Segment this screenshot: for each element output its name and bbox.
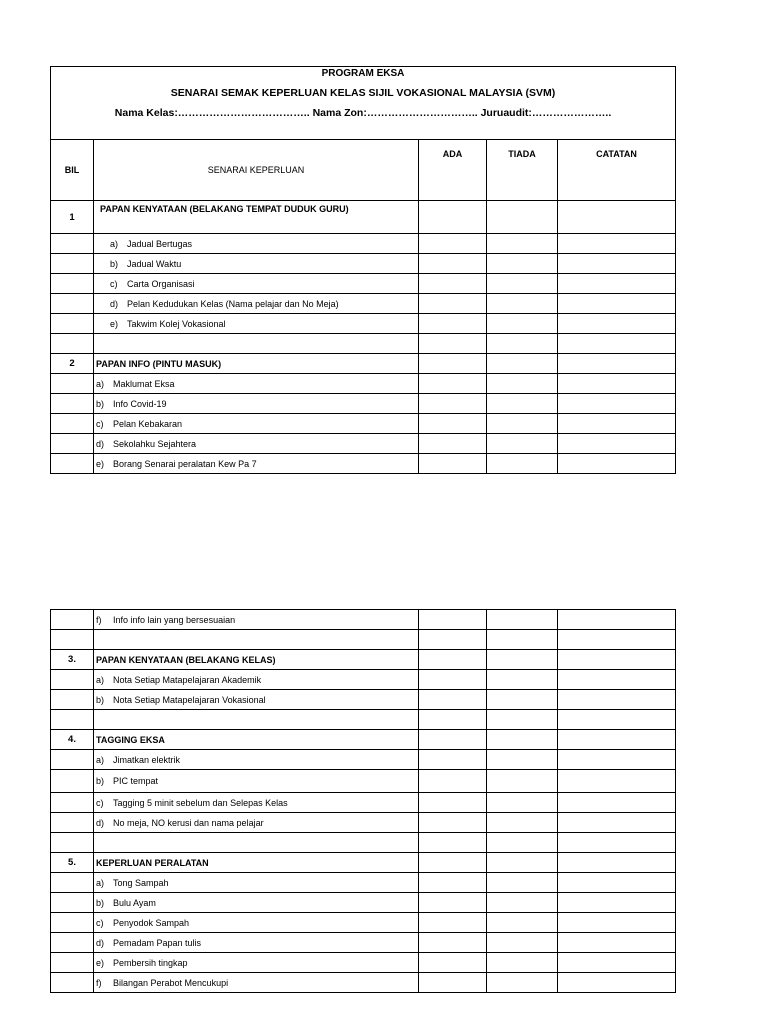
ada-cell[interactable] (419, 201, 487, 234)
tiada-cell[interactable] (487, 294, 558, 314)
catatan-cell[interactable] (558, 294, 676, 314)
blank-row (51, 630, 676, 650)
tiada-cell[interactable] (487, 813, 558, 833)
tiada-cell[interactable] (487, 730, 558, 750)
ada-cell[interactable] (419, 670, 487, 690)
tiada-cell[interactable] (487, 610, 558, 630)
item-row (51, 234, 676, 254)
item-row (51, 610, 676, 630)
tiada-cell[interactable] (487, 254, 558, 274)
ada-cell[interactable] (419, 434, 487, 454)
tiada-cell[interactable] (487, 793, 558, 813)
section-number: 5. (51, 853, 94, 873)
tiada-cell[interactable] (487, 893, 558, 913)
item-row (51, 813, 676, 833)
tiada-cell[interactable] (487, 833, 558, 853)
ada-cell[interactable] (419, 793, 487, 813)
ada-cell[interactable] (419, 730, 487, 750)
tiada-cell[interactable] (487, 690, 558, 710)
item-row (51, 394, 676, 414)
ada-cell[interactable] (419, 234, 487, 254)
tiada-cell[interactable] (487, 953, 558, 973)
catatan-cell[interactable] (558, 454, 676, 474)
ada-cell[interactable] (419, 873, 487, 893)
catatan-cell[interactable] (558, 730, 676, 750)
item-label: d) Sekolahku Sejahtera (94, 434, 419, 454)
tiada-cell[interactable] (487, 913, 558, 933)
tiada-cell[interactable] (487, 414, 558, 434)
program-title: PROGRAM EKSA (321, 68, 405, 79)
item-label: f) Bilangan Perabot Mencukupi (94, 973, 419, 993)
ada-cell[interactable] (419, 254, 487, 274)
section-title: PAPAN INFO (PINTU MASUK) (94, 354, 419, 374)
ada-cell[interactable] (419, 650, 487, 670)
catatan-cell[interactable] (558, 750, 676, 770)
ada-cell[interactable] (419, 394, 487, 414)
ada-cell[interactable] (419, 414, 487, 434)
item-label: c) Tagging 5 minit sebelum dan Selepas Kelas (94, 793, 419, 813)
catatan-cell[interactable] (558, 234, 676, 254)
catatan-cell[interactable] (558, 853, 676, 873)
checklist-table-page-1 (50, 66, 676, 474)
catatan-cell[interactable] (558, 334, 676, 354)
item-row (51, 454, 676, 474)
catatan-cell[interactable] (558, 314, 676, 334)
section-title: PAPAN KENYATAAN (BELAKANG KELAS) (94, 650, 419, 670)
tiada-cell[interactable] (487, 274, 558, 294)
tiada-cell[interactable] (487, 454, 558, 474)
item-row (51, 294, 676, 314)
ada-cell[interactable] (419, 853, 487, 873)
tiada-cell[interactable] (487, 201, 558, 234)
ada-cell[interactable] (419, 893, 487, 913)
item-label: c) Penyodok Sampah (94, 913, 419, 933)
blank-row (51, 710, 676, 730)
tiada-cell[interactable] (487, 394, 558, 414)
catatan-cell[interactable] (558, 394, 676, 414)
catatan-cell[interactable] (558, 201, 676, 234)
item-label: b) Info Covid-19 (94, 394, 419, 414)
tiada-cell[interactable] (487, 374, 558, 394)
section-row (51, 730, 676, 750)
ada-cell[interactable] (419, 334, 487, 354)
item-label: b) PIC tempat (94, 770, 419, 793)
item-row (51, 973, 676, 993)
catatan-cell[interactable] (558, 274, 676, 294)
ada-cell[interactable] (419, 710, 487, 730)
ada-cell[interactable] (419, 354, 487, 374)
item-label: b) Jadual Waktu (94, 254, 419, 274)
column-header-row (51, 140, 676, 201)
item-label: f) Info info lain yang bersesuaian (94, 610, 419, 630)
catatan-cell[interactable] (558, 813, 676, 833)
tiada-cell[interactable] (487, 853, 558, 873)
form-header (51, 67, 676, 140)
ada-cell[interactable] (419, 610, 487, 630)
catatan-cell[interactable] (558, 973, 676, 993)
ada-cell[interactable] (419, 314, 487, 334)
section-number: 3. (51, 650, 94, 670)
catatan-cell[interactable] (558, 670, 676, 690)
ada-cell[interactable] (419, 813, 487, 833)
ada-cell[interactable] (419, 750, 487, 770)
item-row (51, 434, 676, 454)
col-senarai-keperluan: SENARAI KEPERLUAN (94, 140, 419, 201)
col-ada: ADA (419, 140, 487, 201)
tiada-cell[interactable] (487, 710, 558, 730)
item-label: b) Bulu Ayam (94, 893, 419, 913)
catatan-cell[interactable] (558, 953, 676, 973)
tiada-cell[interactable] (487, 770, 558, 793)
col-catatan: CATATAN (558, 140, 676, 201)
section-row (51, 201, 676, 234)
checklist-table-page-2 (50, 609, 676, 993)
tiada-cell[interactable] (487, 234, 558, 254)
catatan-cell[interactable] (558, 710, 676, 730)
catatan-cell[interactable] (558, 434, 676, 454)
ada-cell[interactable] (419, 933, 487, 953)
ada-cell[interactable] (419, 454, 487, 474)
item-label: a) Maklumat Eksa (94, 374, 419, 394)
ada-cell[interactable] (419, 833, 487, 853)
tiada-cell[interactable] (487, 750, 558, 770)
section-number: 1 (51, 201, 94, 234)
item-row (51, 254, 676, 274)
item-row (51, 750, 676, 770)
tiada-cell[interactable] (487, 973, 558, 993)
item-label: b) Nota Setiap Matapelajaran Vokasional (94, 690, 419, 710)
item-row (51, 770, 676, 793)
section-row (51, 354, 676, 374)
section-row (51, 650, 676, 670)
tiada-cell[interactable] (487, 933, 558, 953)
tiada-cell[interactable] (487, 434, 558, 454)
section-title: KEPERLUAN PERALATAN (94, 853, 419, 873)
item-row (51, 274, 676, 294)
ada-cell[interactable] (419, 770, 487, 793)
tiada-cell[interactable] (487, 650, 558, 670)
catatan-cell[interactable] (558, 833, 676, 853)
section-title: TAGGING EKSA (94, 730, 419, 750)
item-label: c) Carta Organisasi (94, 274, 419, 294)
ada-cell[interactable] (419, 973, 487, 993)
catatan-cell[interactable] (558, 374, 676, 394)
tiada-cell[interactable] (487, 314, 558, 334)
catatan-cell[interactable] (558, 254, 676, 274)
col-tiada: TIADA (487, 140, 558, 201)
catatan-cell[interactable] (558, 610, 676, 630)
catatan-cell[interactable] (558, 630, 676, 650)
tiada-cell[interactable] (487, 873, 558, 893)
ada-cell[interactable] (419, 274, 487, 294)
item-row (51, 690, 676, 710)
catatan-cell[interactable] (558, 690, 676, 710)
item-row (51, 933, 676, 953)
tiada-cell[interactable] (487, 670, 558, 690)
ada-cell[interactable] (419, 630, 487, 650)
section-title: PAPAN KENYATAAN (BELAKANG TEMPAT DUDUK GURU) (94, 201, 419, 234)
ada-cell[interactable] (419, 294, 487, 314)
item-label: d) Pelan Kedudukan Kelas (Nama pelajar dan No Meja) (94, 294, 419, 314)
section-row (51, 853, 676, 873)
section-number: 2 (51, 354, 94, 374)
item-row (51, 873, 676, 893)
tiada-cell[interactable] (487, 630, 558, 650)
col-bil: BIL (51, 140, 94, 201)
item-label: e) Pembersih tingkap (94, 953, 419, 973)
form-fields-line: Nama Kelas:……………………………….. Nama Zon:………………………….. Juruaudit:………………….. (114, 107, 612, 119)
item-label: a) Nota Setiap Matapelajaran Akademik (94, 670, 419, 690)
section-number: 4. (51, 730, 94, 750)
item-row (51, 953, 676, 973)
item-row (51, 893, 676, 913)
item-row (51, 913, 676, 933)
item-row (51, 374, 676, 394)
item-label: e) Takwim Kolej Vokasional (94, 314, 419, 334)
ada-cell[interactable] (419, 690, 487, 710)
blank-row (51, 334, 676, 354)
catatan-cell[interactable] (558, 873, 676, 893)
catatan-cell[interactable] (558, 414, 676, 434)
catatan-cell[interactable] (558, 913, 676, 933)
form-title: SENARAI SEMAK KEPERLUAN KELAS SIJIL VOKASIONAL MALAYSIA (SVM) (170, 87, 556, 99)
item-label: d) Pemadam Papan tulis (94, 933, 419, 953)
ada-cell[interactable] (419, 953, 487, 973)
item-label: d) No meja, NO kerusi dan nama pelajar (94, 813, 419, 833)
item-label: c) Pelan Kebakaran (94, 414, 419, 434)
item-label: a) Jimatkan elektrik (94, 750, 419, 770)
catatan-cell[interactable] (558, 793, 676, 813)
catatan-cell[interactable] (558, 650, 676, 670)
item-label: e) Borang Senarai peralatan Kew Pa 7 (94, 454, 419, 474)
catatan-cell[interactable] (558, 933, 676, 953)
catatan-cell[interactable] (558, 770, 676, 793)
item-row (51, 314, 676, 334)
item-label: a) Jadual Bertugas (94, 234, 419, 254)
item-row (51, 793, 676, 813)
item-row (51, 414, 676, 434)
catatan-cell[interactable] (558, 893, 676, 913)
blank-row (51, 833, 676, 853)
item-row (51, 670, 676, 690)
ada-cell[interactable] (419, 913, 487, 933)
item-label: a) Tong Sampah (94, 873, 419, 893)
tiada-cell[interactable] (487, 334, 558, 354)
catatan-cell[interactable] (558, 354, 676, 374)
ada-cell[interactable] (419, 374, 487, 394)
tiada-cell[interactable] (487, 354, 558, 374)
